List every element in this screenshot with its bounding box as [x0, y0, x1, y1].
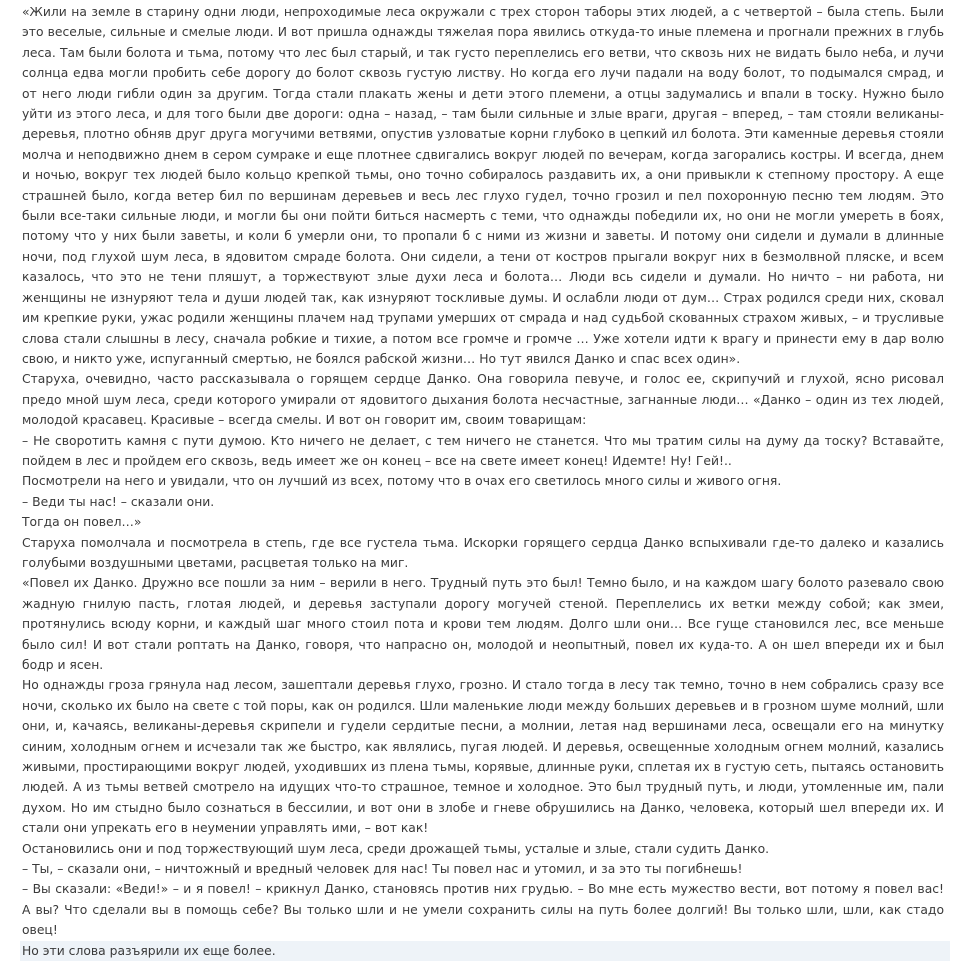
paragraph-11: – Ты, – сказали они, – ничтожный и вредный человек для нас! Ты повел нас и утомил, и за это ты погибнешь! [22, 862, 743, 877]
paragraph-8: «Повел их Данко. Дружно все пошли за ним – верили в него. Трудный путь это был! Темно было, и на каждом шагу болото разевало свою жадную гнилую пасть, глотая людей, и деревья заступали дорогу могучей стеной. Переплелись их ветки между собой; как змеи, протянулись всюду корни, и каждый шаг много стоил пота и крови тем людям. Долго шли они… Все гуще становился лес, все меньше было сил! И вот стали роптать на Данко, говоря, что напрасно он, молодой и неопытный, повел их куда-то. А он шел впереди их и был бодр и ясен. [22, 576, 944, 672]
paragraph-1: «Жили на земле в старину одни люди, непроходимые леса окружали с трех сторон таборы этих людей, а с четвертой – была степь. Были это веселые, сильные и смелые люди. И вот пришла однажды тяжелая пора явились откуда-то иные племена и прогнали прежних в глубь леса. Там были болота и тьма, потому что лес был старый, и так густо переплелись его ветви, что сквозь них не видать было неба, и лучи солнца едва могли пробить себе дорогу до болот сквозь густую листву. Но когда его лучи падали на воду болот, то подымался смрад, и от него люди гибли один за другим. Тогда стали плакать жены и дети этого племени, а отцы задумались и впали в тоску. Нужно было уйти из этого леса, и для того были две дороги: одна – назад, – там были сильные и злые враги, другая – вперед, – там стояли великаны-деревья, плотно обняв друг друга могучими ветвями, опустив узловатые корни глубоко в цепкий ил болота. Эти каменные деревья стояли молча и неподвижно днем в сером сумраке и еще плотнее сдвигались вокруг людей по вечерам, когда загорались костры. И всегда, днем и ночью, вокруг тех людей было кольцо крепкой тьмы, оно точно собиралось раздавить их, а они привыкли к степному простору. А еще страшней было, когда ветер бил по вершинам деревьев и весь лес глухо гудел, точно грозил и пел похоронную песню тем людям. Это были все-таки сильные люди, и могли бы они пойти биться насмерть с теми, что однажды победили их, но они не могли умереть в боях, потому что у них были заветы, и коли б умерли они, то пропали б с ними из жизни и заветы. И потому они сидели и думали в длинные ночи, под глухой шум леса, в ядовитом смраде болота. Они сидели, а тени от костров прыгали вокруг них в безмолвной пляске, и всем казалось, что это не тени пляшут, а торжествуют злые духи леса и болота… Люди всь сидели и думали. Но ничто – ни работа, ни женщины не изнуряют тела и души людей так, как изнуряют тоскливые думы. И ослабли люди от дум… Страх родился среди них, сковал им крепкие руки, ужас родили женщины плачем над трупами умерших от смрада и над судьбой скованных страхом живых, – и трусливые слова стали слышны в лесу, сначала робкие и тихие, а потом все громче и громче … Уже хотели идти к врагу и принести ему в дар волю свою, и никто уже, испуганный смертью, не боялся рабской жизни… Но тут явился Данко и спас всех один». [22, 5, 944, 366]
paragraph-4: Посмотрели на него и увидали, что он лучший из всех, потому что в очах его светилось много силы и живого огня. [22, 474, 782, 489]
paragraph-9: Но однажды гроза грянула над лесом, зашептали деревья глухо, грозно. И стало тогда в лесу так темно, точно в нем собрались сразу все ночи, сколько их было на свете с той поры, как он родился. Шли маленькие люди между больших деревьев и в грозном шуме молний, шли они, и, качаясь, великаны-деревья скрипели и гудели сердитые песни, а молнии, летая над вершинами леса, освещали его на минутку синим, холодным огнем и исчезали так же быстро, как являлись, пугая людей. И деревья, освещенные холодным огнем молний, казались живыми, простирающими вокруг людей, уходивших из плена тьмы, корявые, длинные руки, сплетая их в густую сеть, пытаясь остановить людей. А из тьмы ветвей смотрело на идущих что-то страшное, темное и холодное. Это был трудный путь, и люди, утомленные им, пали духом. Но им стыдно было сознаться в бессилии, и вот они в злобе и гневе обрушились на Данко, человека, который шел впереди их. И стали они упрекать его в неумении управлять ими, – вот как! [22, 678, 944, 836]
paragraph-7: Старуха помолчала и посмотрела в степь, где все густела тьма. Искорки горящего сердца Данко вспыхивали где-то далеко и казались голубыми воздушными цветами, расцветая только на миг. [22, 535, 944, 570]
paragraph-2: Старуха, очевидно, часто рассказывала о горящем сердце Данко. Она говорила певуче, и голос ее, скрипучий и глухой, ясно рисовал предо мной шум леса, среди которого умирали от ядовитого дыхания болота несчастные, загнанные люди… «Данко – один из тех людей, молодой красавец. Красивые – всегда смелы. И вот он говорит им, своим товарищам: [22, 372, 944, 428]
paragraph-6: Тогда он повел…» [22, 515, 142, 530]
paragraph-13: Но эти слова разъярили их еще более. [20, 941, 950, 961]
paragraph-12: – Вы сказали: «Веди!» – и я повел! – крикнул Данко, становясь против них грудью. – Во мне есть мужество вести, вот потому я повел вас! А вы? Что сделали вы в помощь себе? Вы только шли и не умели сохранить силы на путь более долгий! Вы только шли, шли, как стадо овец! [22, 882, 944, 938]
paragraph-3: – Не своротить камня с пути думою. Кто ничего не делает, с тем ничего не станется. Что мы тратим силы на думу да тоску? Вставайте, пойдем в лес и пройдем его сквозь, ведь имеет же он конец – все на свете имеет конец! Идемте! Ну! Гей!.. [22, 433, 944, 468]
paragraph-10: Остановились они и под торжествующий шум леса, среди дрожащей тьмы, усталые и злые, стали судить Данко. [22, 841, 770, 856]
paragraph-5: – Веди ты нас! – сказали они. [22, 494, 215, 509]
story-text [22, 2, 944, 961]
